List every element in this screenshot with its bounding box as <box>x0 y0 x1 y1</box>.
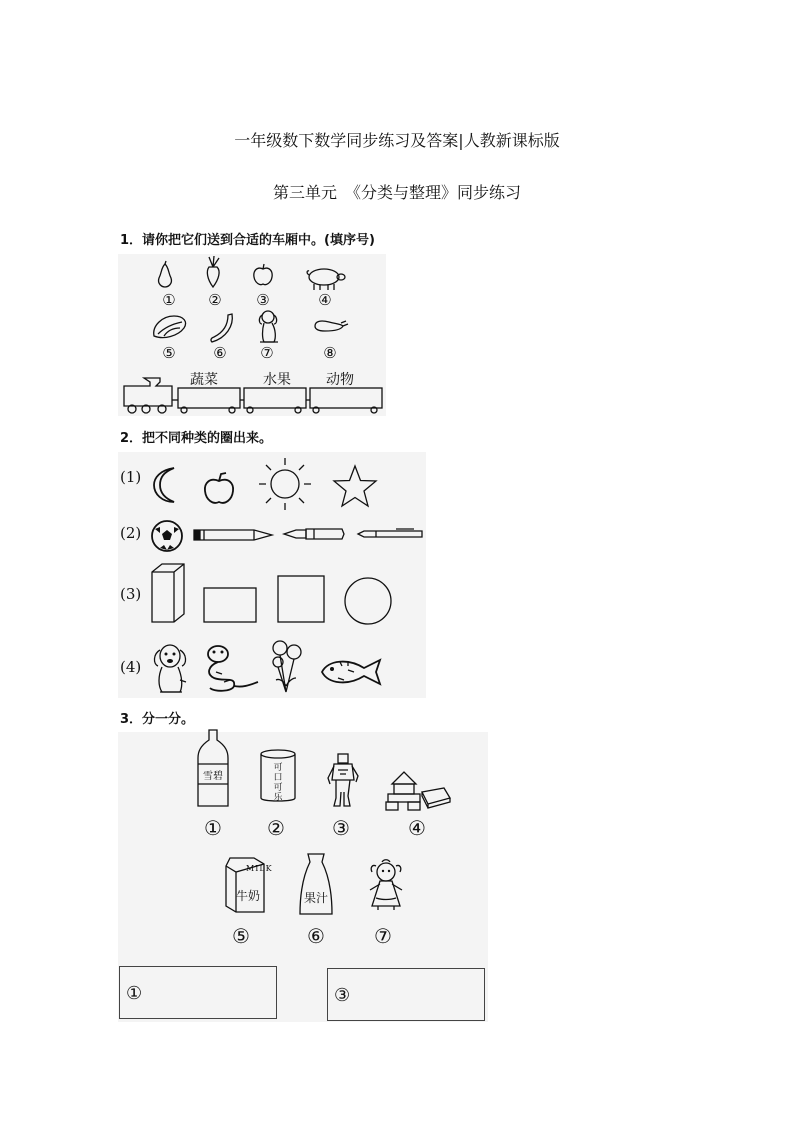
question-3-prompt: 3．分一分。 <box>120 712 195 727</box>
cola-label: 可口可乐 <box>273 763 283 803</box>
soccer-ball-icon <box>150 519 184 553</box>
snake-icon <box>200 642 262 694</box>
answer-box-1[interactable] <box>119 966 277 1019</box>
answer-box-1-label: ① <box>126 983 143 1004</box>
square-icon <box>276 574 326 624</box>
dog-icon <box>256 308 282 344</box>
unit-subtitle: 第三单元 《分类与整理》同步练习 <box>272 183 521 202</box>
juice-label: 果汁 <box>303 891 328 905</box>
q1-item-number: ① <box>162 291 176 309</box>
train-car-animals: 动物 <box>326 372 354 388</box>
q1-item-number: ⑥ <box>213 344 227 362</box>
q2-row-label: (3) <box>120 585 142 603</box>
fountain-pen-icon <box>282 524 346 544</box>
star-icon <box>332 464 378 508</box>
q1-item-number: ③ <box>256 291 270 309</box>
q2-row-label: (1) <box>120 468 142 486</box>
q2-row-label: (2) <box>120 524 142 542</box>
sun-icon <box>256 456 314 512</box>
q3-item-number: ② <box>267 816 285 840</box>
q3-item-number: ⑤ <box>232 924 250 948</box>
q3-item-number: ① <box>204 816 222 840</box>
q3-item-number: ⑦ <box>374 924 392 948</box>
milk-carton-english: MILK <box>246 864 273 873</box>
doll-icon <box>366 860 406 912</box>
sprite-bottle-icon <box>196 728 230 810</box>
answer-box-2-label: ③ <box>334 985 351 1006</box>
moon-icon <box>150 464 182 506</box>
flower-icon <box>266 638 308 696</box>
pear-icon <box>155 260 175 288</box>
q3-item-number: ③ <box>332 816 350 840</box>
train-car-vegetables: 蔬菜 <box>190 372 218 388</box>
q1-item-number: ② <box>208 291 222 309</box>
fish-icon <box>318 656 386 688</box>
q2-row-label: (4) <box>120 658 142 676</box>
q1-item-number: ⑦ <box>260 344 274 362</box>
building-blocks-icon <box>384 770 452 812</box>
sprite-label: 雪碧 <box>203 771 223 782</box>
answer-box-2[interactable] <box>327 968 485 1021</box>
question-2-prompt: 2．把不同种类的圈出来。 <box>120 431 273 446</box>
juice-bottle-icon <box>298 852 334 916</box>
cabbage-icon <box>150 312 190 342</box>
milk-label: 牛奶 <box>236 889 261 903</box>
pig-icon <box>306 266 346 292</box>
dog-icon <box>150 640 190 694</box>
pen-icon <box>356 526 426 542</box>
cuboid-icon <box>150 562 188 626</box>
q1-item-number: ⑤ <box>162 344 176 362</box>
question-1-prompt: 1．请你把它们送到合适的车厢中。(填序号) <box>120 233 375 248</box>
apple-icon <box>252 263 274 287</box>
banana-icon <box>208 312 236 344</box>
rectangle-icon <box>202 586 258 624</box>
robot-icon <box>326 752 360 808</box>
circle-icon <box>343 576 393 626</box>
eggplant-icon <box>313 318 349 334</box>
q3-item-number: ④ <box>408 816 426 840</box>
pencil-icon <box>192 526 274 544</box>
apple-icon <box>202 472 236 508</box>
q1-item-number: ⑧ <box>323 344 337 362</box>
q1-item-number: ④ <box>318 291 332 309</box>
train-car-fruits: 水果 <box>263 372 291 388</box>
radish-icon <box>203 255 225 289</box>
q3-item-number: ⑥ <box>307 924 325 948</box>
page-title: 一年级数下数学同步练习及答案|人教新课标版 <box>234 131 560 150</box>
